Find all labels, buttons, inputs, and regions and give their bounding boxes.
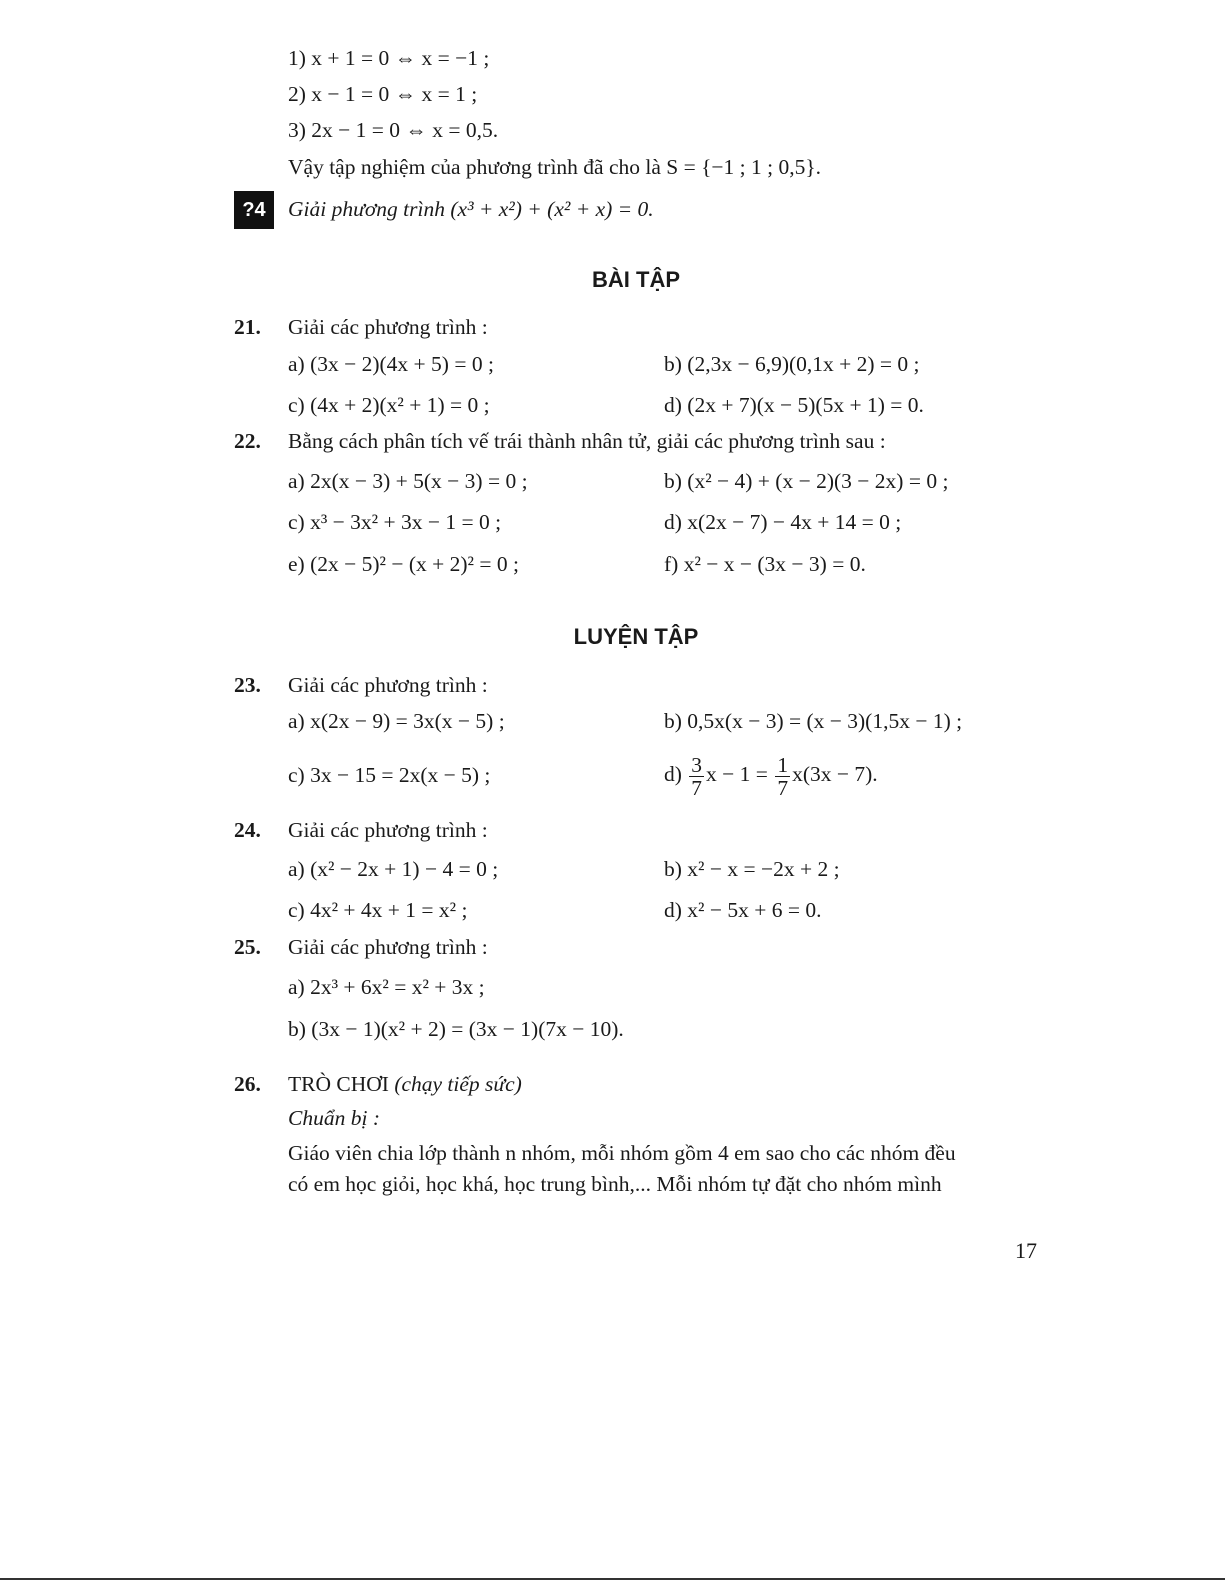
intro-step-2: 2) x − 1 = 0 ⇔ x = 1 ; bbox=[288, 82, 478, 106]
exercise-25-a: a) 2x³ + 6x² = x² + 3x ; bbox=[288, 975, 485, 999]
exercise-24-a: a) (x² − 2x + 1) − 4 = 0 ; bbox=[288, 857, 499, 881]
bottom-rule bbox=[0, 1578, 1225, 1580]
fraction-numerator: 3 bbox=[691, 752, 703, 777]
exercise-21-prompt: Giải các phương trình : bbox=[288, 315, 488, 339]
exercise-21-b: b) (2,3x − 6,9)(0,1x + 2) = 0 ; bbox=[664, 352, 920, 376]
fraction-denominator: 7 bbox=[777, 775, 789, 800]
exercise-22-prompt: Bằng cách phân tích vế trái thành nhân tử, giải các phương trình sau : bbox=[288, 429, 886, 453]
game-title-note: (chạy tiếp sức) bbox=[394, 1072, 522, 1096]
exercise-number-25: 25. bbox=[234, 935, 261, 959]
page-number: 17 bbox=[1015, 1238, 1037, 1263]
exercise-number-23: 23. bbox=[234, 673, 261, 697]
exercise-25-prompt: Giải các phương trình : bbox=[288, 935, 488, 959]
exercise-23-d-label: d) bbox=[664, 762, 682, 786]
exercise-26-text-line-2: có em học giỏi, học khá, học trung bình,... Mỗi nhóm tự đặt cho nhóm mình bbox=[288, 1172, 942, 1196]
section-heading-luyen-tap: LUYỆN TẬP bbox=[573, 624, 699, 649]
exercise-21-a: a) (3x − 2)(4x + 5) = 0 ; bbox=[288, 352, 494, 376]
exercise-23-d-middle: x − 1 = bbox=[706, 762, 768, 786]
exercise-22-c: c) x³ − 3x² + 3x − 1 = 0 ; bbox=[288, 510, 502, 534]
exercise-25-b: b) (3x − 1)(x² + 2) = (3x − 1)(7x − 10). bbox=[288, 1017, 624, 1041]
fraction-1-7 bbox=[775, 754, 790, 799]
exercise-22-b: b) (x² − 4) + (x − 2)(3 − 2x) = 0 ; bbox=[664, 469, 949, 493]
exercise-number-24: 24. bbox=[234, 818, 261, 842]
exercise-23-prompt: Giải các phương trình : bbox=[288, 673, 488, 697]
exercise-21-d: d) (2x + 7)(x − 5)(5x + 1) = 0. bbox=[664, 393, 924, 417]
fraction-3-7 bbox=[689, 754, 704, 799]
exercise-26-text-line-1: Giáo viên chia lớp thành n nhóm, mỗi nhóm gồm 4 em sao cho các nhóm đều bbox=[288, 1141, 956, 1165]
exercise-26-title bbox=[288, 1070, 522, 1098]
exercise-23-a: a) x(2x − 9) = 3x(x − 5) ; bbox=[288, 709, 505, 733]
question-text: Giải phương trình (x³ + x²) + (x² + x) = 0. bbox=[288, 197, 654, 221]
exercise-number-21: 21. bbox=[234, 315, 261, 339]
preparation-label: Chuẩn bị : bbox=[288, 1106, 380, 1130]
intro-step-3: 3) 2x − 1 = 0 ⇔ x = 0,5. bbox=[288, 118, 499, 142]
fraction-denominator: 7 bbox=[691, 775, 703, 800]
exercise-24-c: c) 4x² + 4x + 1 = x² ; bbox=[288, 898, 468, 922]
question-badge: ?4 bbox=[234, 191, 274, 229]
solution-set-conclusion: Vậy tập nghiệm của phương trình đã cho là S = {−1 ; 1 ; 0,5}. bbox=[288, 155, 822, 179]
fraction-numerator: 1 bbox=[777, 752, 789, 777]
exercise-23-c: c) 3x − 15 = 2x(x − 5) ; bbox=[288, 763, 491, 787]
exercise-22-a: a) 2x(x − 3) + 5(x − 3) = 0 ; bbox=[288, 469, 528, 493]
exercise-number-22: 22. bbox=[234, 429, 261, 453]
exercise-23-d bbox=[664, 748, 878, 800]
exercise-24-prompt: Giải các phương trình : bbox=[288, 818, 488, 842]
exercise-22-e: e) (2x − 5)² − (x + 2)² = 0 ; bbox=[288, 552, 519, 576]
exercise-number-26: 26. bbox=[234, 1072, 261, 1096]
exercise-24-b: b) x² − x = −2x + 2 ; bbox=[664, 857, 840, 881]
exercise-23-b: b) 0,5x(x − 3) = (x − 3)(1,5x − 1) ; bbox=[664, 709, 963, 733]
exercise-22-f: f) x² − x − (3x − 3) = 0. bbox=[664, 552, 866, 576]
intro-step-1: 1) x + 1 = 0 ⇔ x = −1 ; bbox=[288, 46, 490, 70]
exercise-21-c: c) (4x + 2)(x² + 1) = 0 ; bbox=[288, 393, 490, 417]
exercise-24-d: d) x² − 5x + 6 = 0. bbox=[664, 898, 822, 922]
exercise-23-d-end: x(3x − 7). bbox=[792, 762, 878, 786]
exercise-22-d: d) x(2x − 7) − 4x + 14 = 0 ; bbox=[664, 510, 902, 534]
section-heading-bai-tap: BÀI TẬP bbox=[592, 267, 680, 292]
game-title: TRÒ CHƠI bbox=[288, 1072, 389, 1096]
